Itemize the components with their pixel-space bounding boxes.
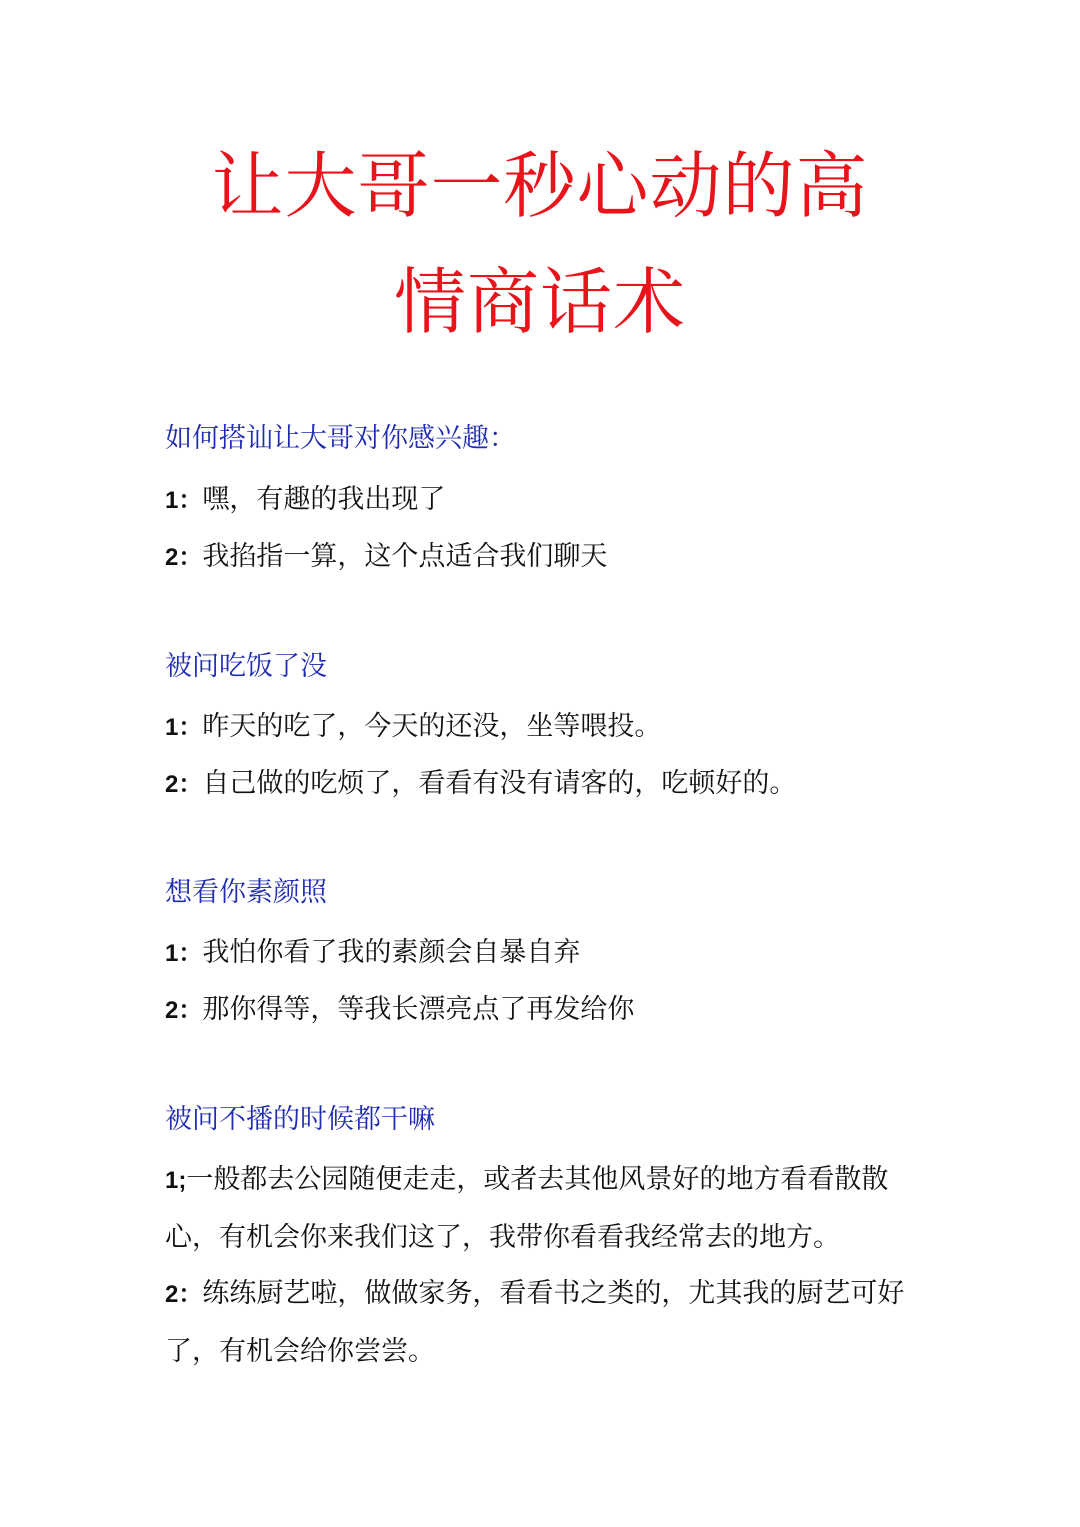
item-text: 练练厨艺啦，做做家务，看看书之类的，尤其我的厨艺可好了，有机会给你尝尝。 bbox=[165, 1278, 905, 1367]
answer-item bbox=[165, 528, 607, 586]
answer-item bbox=[165, 924, 580, 982]
answer-item bbox=[165, 981, 634, 1039]
answer-item bbox=[165, 1265, 925, 1380]
item-text: 嘿，有趣的我出现了 bbox=[202, 484, 446, 515]
item-number: 2： bbox=[165, 1281, 203, 1308]
answer-item bbox=[165, 755, 796, 813]
answer-item bbox=[165, 471, 445, 529]
section-heading: 想看你素颜照 bbox=[165, 877, 327, 908]
section-heading: 被问不播的时候都干嘛 bbox=[165, 1104, 435, 1135]
item-number: 1： bbox=[165, 940, 203, 967]
answer-item bbox=[165, 698, 661, 756]
item-text: 一般都去公园随便走走，或者去其他风景好的地方看看散散心，有机会你来我们这了，我带你看看我经常去的地方。 bbox=[165, 1164, 889, 1253]
item-number: 1： bbox=[165, 487, 203, 514]
answer-item bbox=[165, 1151, 925, 1266]
item-number: 2： bbox=[165, 771, 203, 798]
item-number: 2： bbox=[165, 544, 203, 571]
item-text: 我掐指一算，这个点适合我们聊天 bbox=[202, 541, 608, 572]
item-text: 自己做的吃烦了，看看有没有请客的，吃顿好的。 bbox=[202, 768, 797, 799]
title-line-2: 情商话术 bbox=[393, 260, 686, 344]
section-heading: 被问吃饭了没 bbox=[165, 651, 327, 682]
item-text: 昨天的吃了，今天的还没，坐等喂投。 bbox=[202, 711, 662, 742]
item-text: 我怕你看了我的素颜会自暴自弃 bbox=[202, 937, 581, 968]
item-number: 2： bbox=[165, 997, 203, 1024]
item-number: 1： bbox=[165, 714, 203, 741]
item-text: 那你得等，等我长漂亮点了再发给你 bbox=[202, 994, 635, 1025]
item-number: 1; bbox=[165, 1167, 187, 1194]
section-heading: 如何搭讪让大哥对你感兴趣： bbox=[165, 423, 516, 454]
title-line-1: 让大哥一秒心动的高 bbox=[211, 144, 869, 228]
